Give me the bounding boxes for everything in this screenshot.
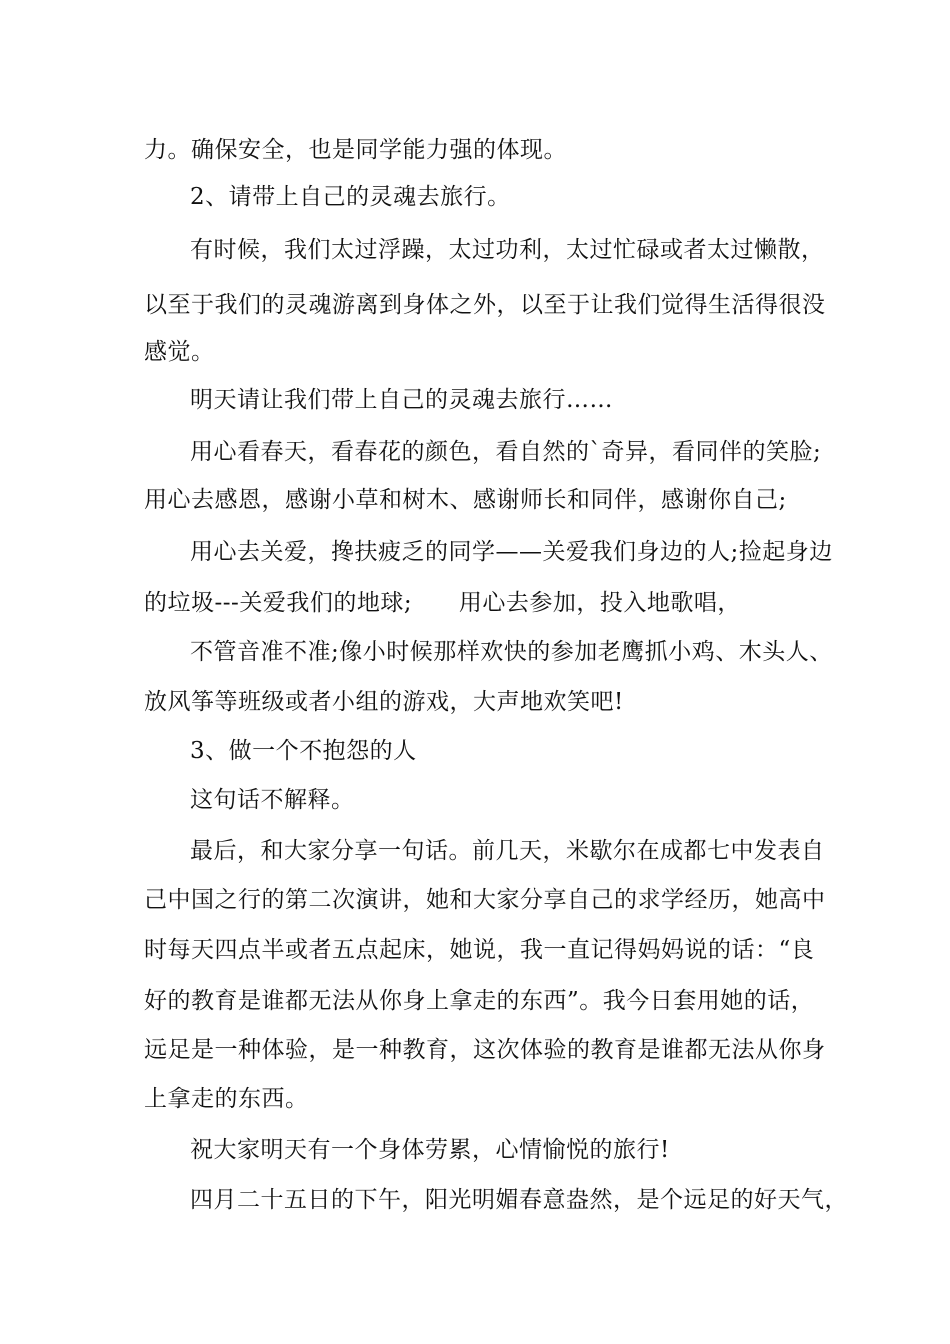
text-line: 时每天四点半或者五点起床，她说，我一直记得妈妈说的话：“良 <box>144 937 815 963</box>
text-line: 用心看春天，看春花的颜色，看自然的`奇异，看同伴的笑脸; <box>190 439 822 465</box>
text-line: 力。确保安全，也是同学能力强的体现。 <box>144 137 567 163</box>
text-line: 明天请让我们带上自己的灵魂去旅行…… <box>190 387 613 413</box>
text-line: 放风筝等班级或者小组的游戏，大声地欢笑吧! <box>144 689 624 715</box>
text-line: 不管音准不准;像小时候那样欢快的参加老鹰抓小鸡、木头人、 <box>190 639 833 665</box>
text-line: 用心去关爱，搀扶疲乏的同学——关爱我们身边的人;捡起身边 <box>190 539 833 565</box>
section-heading: 2、请带上自己的灵魂去旅行。 <box>190 184 511 210</box>
text-line: 的垃圾---关爱我们的地球; 用心去参加，投入地歌唱， <box>144 590 741 616</box>
text-line: 这句话不解释。 <box>190 787 355 813</box>
text-line: 感觉。 <box>144 339 215 365</box>
text-line: 好的教育是谁都无法从你身上拿走的东西”。我今日套用她的话， <box>144 988 815 1014</box>
text-line: 四月二十五日的下午，阳光明媚春意盎然，是个远足的好天气， <box>190 1187 848 1213</box>
text-line: 上拿走的东西。 <box>144 1086 309 1112</box>
text-line: 用心去感恩，感谢小草和树木、感谢师长和同伴，感谢你自己; <box>144 487 787 513</box>
text-line: 己中国之行的第二次演讲，她和大家分享自己的求学经历，她高中 <box>144 887 826 913</box>
text-line: 以至于我们的灵魂游离到身体之外，以至于让我们觉得生活得很没 <box>144 292 826 318</box>
text-line: 祝大家明天有一个身体劳累，心情愉悦的旅行! <box>190 1137 670 1163</box>
text-line: 有时候，我们太过浮躁，太过功利，太过忙碌或者太过懒散， <box>190 237 825 263</box>
text-line: 远足是一种体验，是一种教育，这次体验的教育是谁都无法从你身 <box>144 1037 826 1063</box>
section-heading: 3、做一个不抱怨的人 <box>190 738 417 764</box>
text-line: 最后，和大家分享一句话。前几天，米歇尔在成都七中发表自 <box>190 838 825 864</box>
